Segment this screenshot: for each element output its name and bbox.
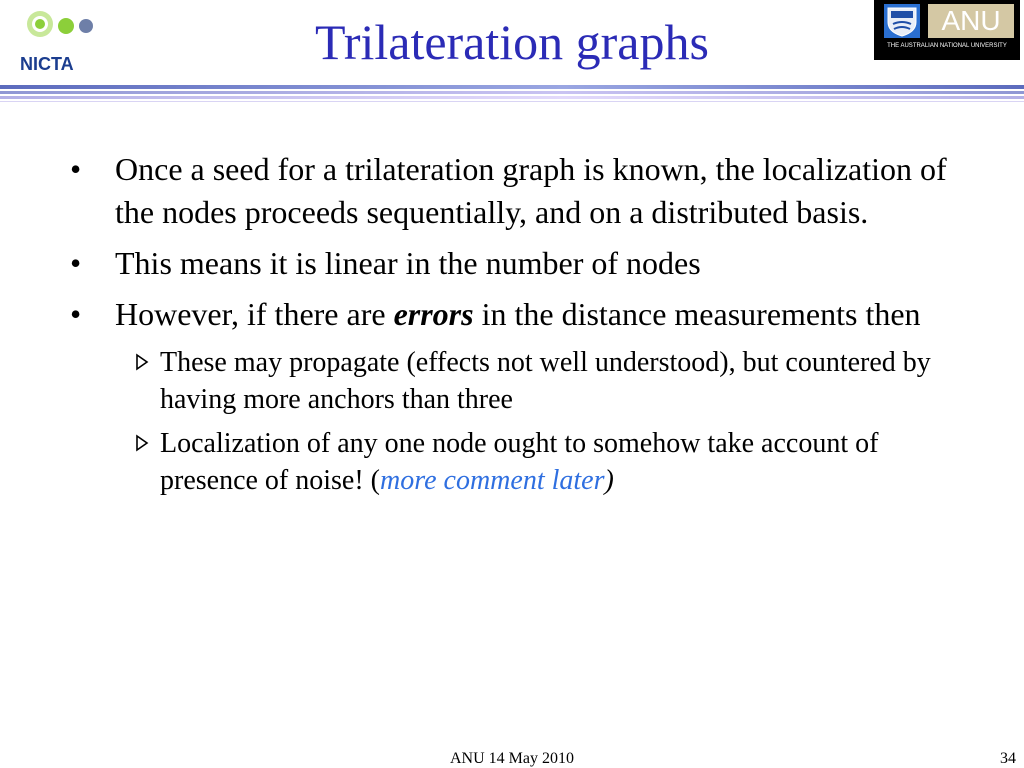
bullet-text: Once a seed for a trilateration graph is known, the localization of the nodes proceeds sequentially, and on a distributed basis.: [115, 151, 947, 230]
slide-title: Trilateration graphs: [315, 14, 709, 70]
footer-date: ANU 14 May 2010: [450, 750, 574, 767]
slide-body: [70, 148, 970, 506]
bullet-item: [70, 148, 970, 234]
arrow-bullet-icon: [135, 434, 149, 452]
anu-caption: THE AUSTRALIAN NATIONAL UNIVERSITY: [887, 43, 1007, 49]
sub-bullet-item: [115, 425, 970, 499]
bullet-item: [70, 293, 970, 336]
anu-logo: [874, 0, 1020, 60]
page-number: 34: [1000, 750, 1016, 767]
close-paren: ): [604, 465, 614, 496]
bullet-item: [70, 242, 970, 285]
sub-bullet-text: Localization of any one node ought to somehow take account of presence of noise! (: [160, 428, 879, 496]
sub-bullet-text: These may propagate (effects not well understood), but countered by having more anchors than three: [160, 347, 931, 415]
arrow-bullet-icon: [135, 353, 149, 371]
bullet-text: This means it is linear in the number of nodes: [115, 245, 701, 281]
anu-wordmark: ANU: [941, 5, 1001, 36]
nicta-wordmark: NICTA: [20, 54, 74, 74]
anu-wordmark-box: [928, 4, 1014, 38]
bullet-mark: •: [70, 151, 82, 187]
bullet-text: However, if there are: [115, 296, 394, 332]
emphasis-errors: errors: [393, 296, 474, 332]
title-divider-2: [0, 91, 1024, 94]
bullet-mark: •: [70, 296, 82, 332]
bullet-mark: •: [70, 245, 82, 281]
title-divider-3: [0, 96, 1024, 99]
anu-crest-icon: [884, 4, 920, 38]
title-divider-4: [0, 101, 1024, 102]
sub-bullet-item: [115, 344, 970, 418]
title-divider-1: [0, 85, 1024, 89]
bullet-text-tail: in the distance measurements then: [473, 296, 921, 332]
comment-link[interactable]: more comment later: [380, 465, 605, 496]
sub-bullet-list: [115, 344, 970, 499]
